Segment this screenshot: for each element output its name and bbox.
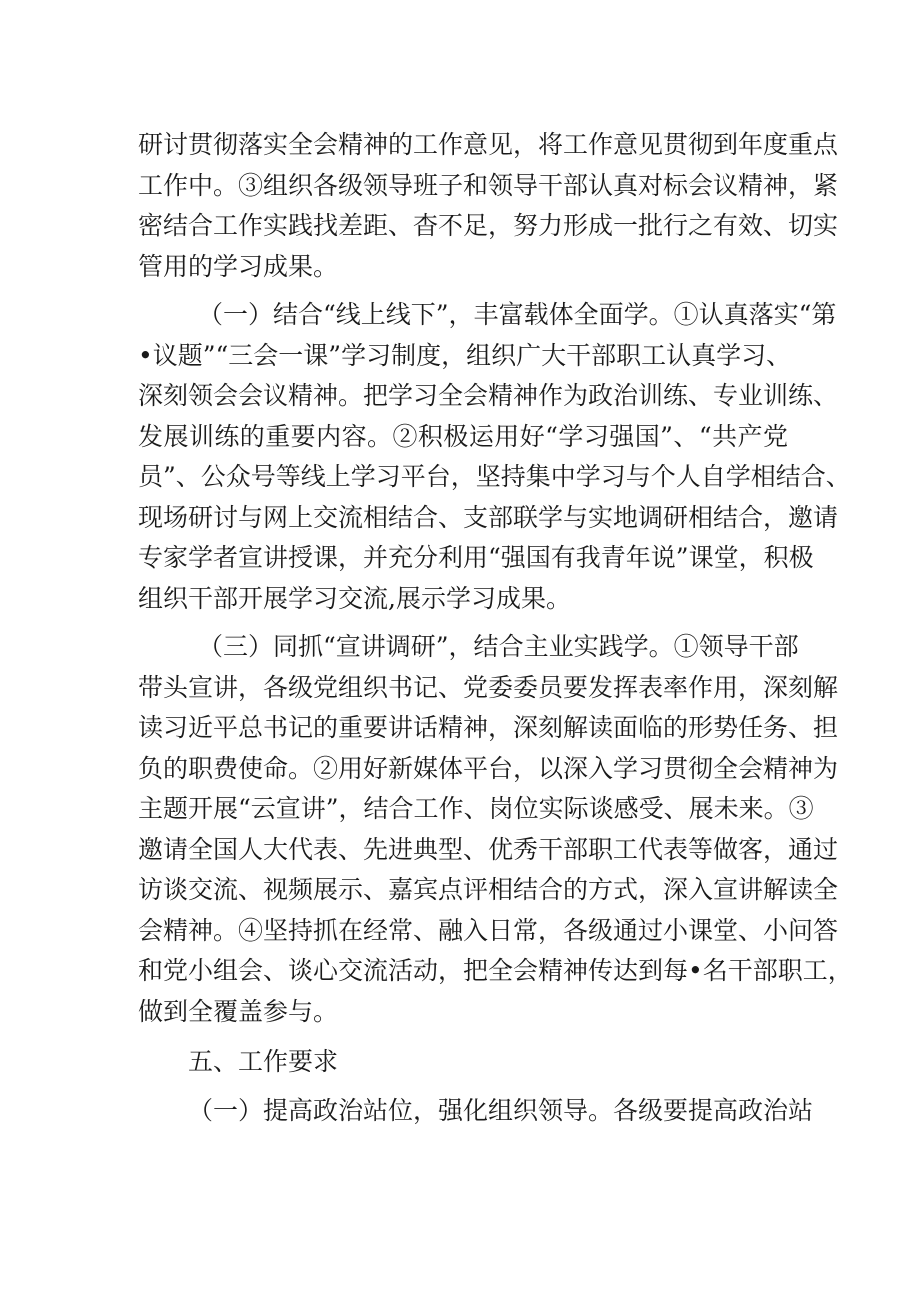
- document-page: [138, 125, 853, 1131]
- text-line: 读习近平总书记的重要讲话精神，深刻解读面临的形势任务、担: [138, 713, 839, 742]
- text-line: 研讨贯彻落实全会精神的工作意见，将工作意见贯彻到年度重点: [138, 130, 839, 159]
- section-heading: 五、工作要求: [188, 1047, 339, 1076]
- text-line: 访谈交流、视频展示、嘉宾点评相结合的方式，深入宣讲解读全: [138, 875, 839, 904]
- paragraph-2: [138, 295, 851, 619]
- text-line: •议题”“三会一课”学习制度，组织广大干部职工认真学习、: [138, 340, 792, 370]
- text-line: （一）结合“线上线下”，丰富载体全面学。①认真落实“第: [198, 300, 837, 329]
- text-line: 带头宣讲，各级党组织书记、党委委员要发挥表率作用，深刻解: [138, 672, 839, 702]
- paragraph-1: [138, 125, 839, 287]
- text-line: 发展训练的重要内容。②积极运用好“学习强国”、“共产党: [138, 421, 788, 451]
- text-line: 主题开展“云宣讲”，结合工作、岗位实际谈感受、展未来。③: [138, 794, 814, 823]
- text-line: 做到全覆盖参与。: [138, 996, 339, 1026]
- paragraph-3: [138, 627, 853, 1032]
- text-line: （三）同抓“宣讲调研”，结合主业实践学。①领导干部: [198, 632, 799, 661]
- text-line: （一）提高政治站位，强化组织领导。各级要提高政治站: [188, 1095, 814, 1125]
- text-line: 和党小组会、谈心交流活动，把全会精神传达到每•名干部职工，: [138, 956, 853, 985]
- text-line: 专家学者宣讲授课，并充分利用“强国有我青年说”课堂，积极: [138, 543, 814, 572]
- text-line: 会精神。④坚持抓在经常、融入日常，各级通过小课堂、小问答: [138, 915, 839, 945]
- text-line: 工作中。③组织各级领导班子和领导干部认真对标会议精神，紧: [138, 170, 839, 200]
- text-line: 深刻领会会议精神。把学习全会精神作为政治训练、专业训练、: [138, 381, 839, 410]
- text-line: 员”、公众号等线上学习平台，坚持集中学习与个人自学相结合、: [138, 462, 851, 491]
- text-line: 邀请全国人大代表、先进典型、优秀干部职工代表等做客，通过: [138, 834, 839, 864]
- text-line: 管用的学习成果。: [138, 251, 339, 281]
- text-line: 密结合工作实践找差距、杳不足，努力形成一批行之有效、切实: [138, 211, 839, 240]
- text-line: 组织干部开展学习交流,展示学习成果。: [138, 583, 571, 613]
- text-line: 负的职费使命。②用好新媒体平台，以深入学习贯彻全会精神为: [138, 753, 839, 783]
- text-line: 现场研讨与网上交流相结合、支部联学与实地调研相结合，邀请: [138, 502, 839, 532]
